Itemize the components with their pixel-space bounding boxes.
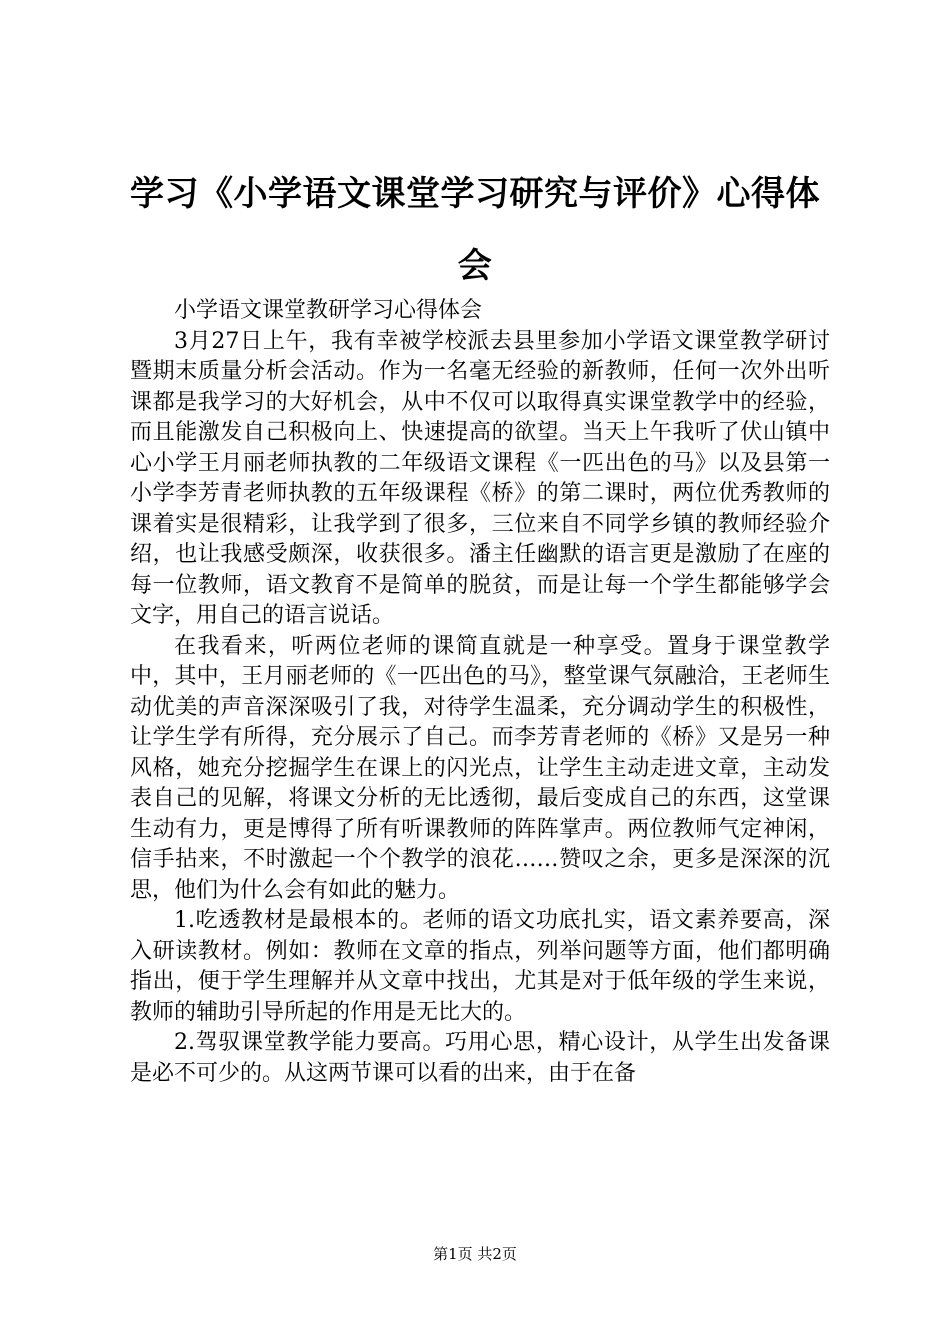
document-title: 学习《小学语文课堂学习研究与评价》心得体会: [130, 174, 820, 286]
document-subtitle: 小学语文课堂教研学习心得体会: [174, 298, 483, 323]
paragraph: 1.吃透教材是最根本的。老师的语文功底扎实，语文素养要高，深入研读教材。例如：教师在文章的指点，列举问题等方面，他们都明确指出，便于学生理解并从文章中找出，尤其是对于低年级的学生来说，教师的辅助引导所起的作用是无比大的。: [130, 908, 830, 1025]
document-body: [130, 296, 830, 1089]
paragraph: 3月27日上午，我有幸被学校派去县里参加小学语文课堂教学研讨暨期末质量分析会活动。作为一名毫无经验的新教师，任何一次外出听课都是我学习的大好机会，从中不仅可以取得真实课堂教学中的经验，而且能激发自己积极向上、快速提高的欲望。当天上午我听了伏山镇中心小学王月丽老师执教的二年级语文课程《一匹出色的马》以及县第一小学李芳青老师执教的五年级课程《桥》的第二课时，两位优秀教师的课着实是很精彩，让我学到了很多，三位来自不同学乡镇的教师经验介绍，也让我感受颇深，收获很多。潘主任幽默的语言更是激励了在座的每一位教师，语文教育不是简单的脱贫，而是让每一个学生都能够学会文字，用自己的语言说话。: [130, 328, 830, 628]
paragraph: 2.驾驭课堂教学能力要高。巧用心思，精心设计，从学生出发备课是必不可少的。从这两节课可以看的出来，由于在备: [130, 1030, 830, 1086]
paragraph: 在我看来，听两位老师的课简直就是一种享受。置身于课堂教学中，其中，王月丽老师的《一匹出色的马》，整堂课气氛融洽，王老师生动优美的声音深深吸引了我，对待学生温柔，充分调动学生的积极性，让学生学有所得，充分展示了自己。而李芳青老师的《桥》又是另一种风格，她充分挖掘学生在课上的闪光点，让学生主动走进文章，主动发表自己的见解，将课文分析的无比透彻，最后变成自己的东西，这堂课生动有力，更是博得了所有听课教师的阵阵掌声。两位教师气定神闲，信手拈来，不时激起一个个教学的浪花……赞叹之余，更多是深深的沉思，他们为什么会有如此的魅力。: [130, 633, 830, 903]
page-footer: 第1页 共2页: [433, 1245, 517, 1263]
